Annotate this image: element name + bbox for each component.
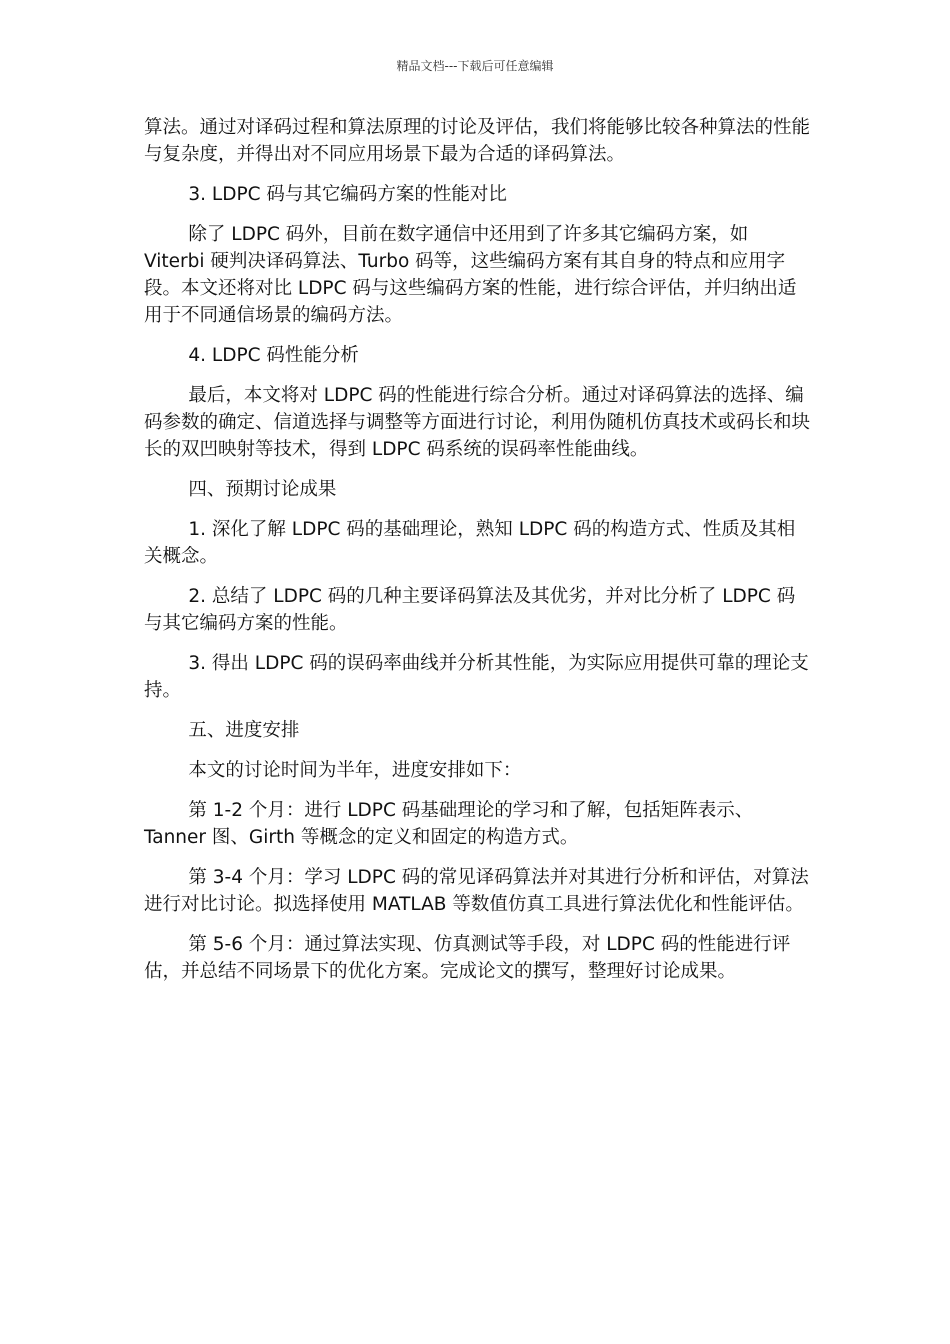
list-item: 3. 得出 LDPC 码的误码率曲线并分析其性能，为实际应用提供可靠的理论支持。 — [144, 653, 809, 701]
paragraph: 最后，本文将对 LDPC 码的性能进行综合分析。通过对译码算法的选择、编码参数的确定、信道选择与调整等方面进行讨论，利用伪随机仿真技术或码长和块长的双凹映射等技术，得到 LDPC 码系统的误码率性能曲线。 — [144, 385, 811, 460]
paragraph: 算法。通过对译码过程和算法原理的讨论及评估，我们将能够比较各种算法的性能与复杂度，并得出对不同应用场景下最为合适的译码算法。 — [144, 117, 811, 165]
list-item: 1. 深化了解 LDPC 码的基础理论，熟知 LDPC 码的构造方式、性质及其相关概念。 — [144, 519, 796, 567]
schedule-item: 第 1-2 个月：进行 LDPC 码基础理论的学习和了解，包括矩阵表示、Tanner 图、Girth 等概念的定义和固定的构造方式。 — [144, 800, 754, 848]
paragraph: 本文的讨论时间为半年，进度安排如下： — [188, 760, 522, 781]
schedule-item: 第 5-6 个月：通过算法实现、仿真测试等手段，对 LDPC 码的性能进行评估，并总结不同场景下的优化方案。完成论文的撰写，整理好讨论成果。 — [144, 934, 791, 982]
paragraph: 除了 LDPC 码外，目前在数字通信中还用到了许多其它编码方案，如 Viterbi 硬判决译码算法、Turbo 码等，这些编码方案有其自身的特点和应用字段。本文还将对比 LDPC 码与这些编码方案的性能，进行综合评估，并归纳出适用于不同通信场景的编码方法。 — [144, 224, 797, 326]
section-heading: 3. LDPC 码与其它编码方案的性能对比 — [188, 184, 507, 205]
list-item: 2. 总结了 LDPC 码的几种主要译码算法及其优劣，并对比分析了 LDPC 码与其它编码方案的性能。 — [144, 586, 796, 634]
page-header: 精品文档---下载后可任意编辑 — [396, 59, 554, 73]
schedule-item: 第 3-4 个月：学习 LDPC 码的常见译码算法并对其进行分析和评估，对算法进行对比讨论。拟选择使用 MATLAB 等数值仿真工具进行算法优化和性能评估。 — [144, 867, 809, 915]
document-body — [144, 114, 812, 998]
section-heading: 五、进度安排 — [188, 720, 300, 741]
section-heading: 四、预期讨论成果 — [188, 479, 337, 500]
section-heading: 4. LDPC 码性能分析 — [188, 345, 359, 366]
